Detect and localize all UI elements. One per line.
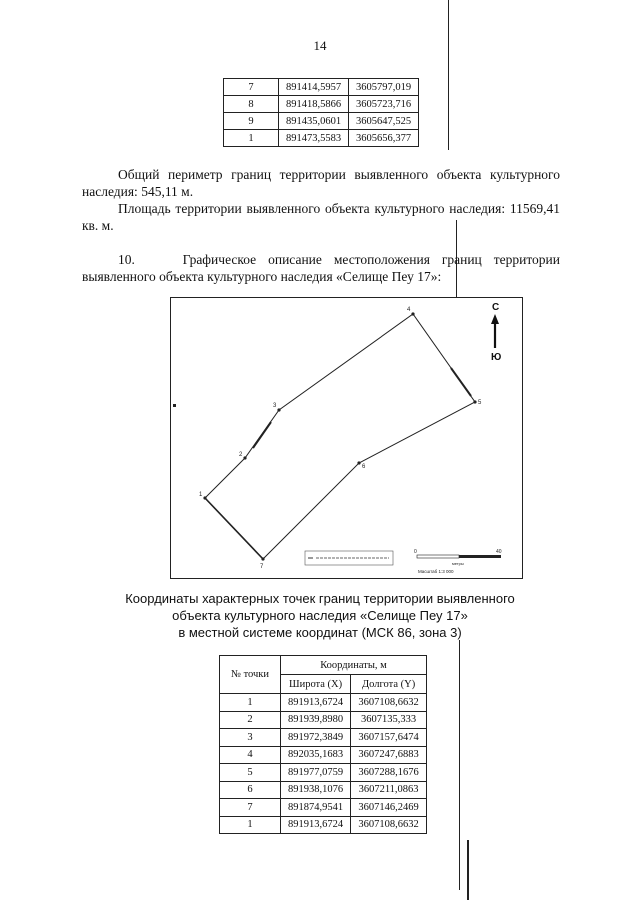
table-cell: 891938,1076 xyxy=(281,781,351,799)
scan-binding-line xyxy=(448,0,449,150)
boundary-point xyxy=(261,557,264,560)
table-row xyxy=(224,96,419,113)
section-text: Графическое описание местоположения границ территории выявленного объекта культурного наследия «Селище Пеу 17»: xyxy=(82,252,561,284)
table-cell: 3607108,6632 xyxy=(351,816,427,834)
section-number: 10. xyxy=(118,252,135,267)
scale-start-label: 0 xyxy=(414,549,417,555)
col-point-header: № точки xyxy=(220,656,281,694)
table-cell: 8 xyxy=(224,96,279,113)
caption-line: в местной системе координат (МСК 86, зона 3) xyxy=(178,625,462,640)
table-cell: 891874,9541 xyxy=(281,799,351,817)
point-label-4: 4 xyxy=(407,307,411,313)
table-cell: 3607247,6883 xyxy=(351,746,427,764)
table-cell: 7 xyxy=(220,799,281,817)
table-cell: 3 xyxy=(220,729,281,747)
table-cell: 891414,5957 xyxy=(279,79,349,96)
scale-bar xyxy=(414,549,502,574)
table-cell: 3607157,6474 xyxy=(351,729,427,747)
north-label: С xyxy=(492,302,500,313)
table-row xyxy=(220,799,427,817)
south-label: Ю xyxy=(491,352,502,363)
scale-end-label: 40 xyxy=(496,549,502,555)
territory-boundary xyxy=(205,314,475,559)
table-cell: 7 xyxy=(224,79,279,96)
table-cell: 9 xyxy=(224,113,279,130)
table-cell: 891939,8980 xyxy=(281,711,351,729)
table-cell: 3607135,333 xyxy=(351,711,427,729)
boundary-points xyxy=(203,312,476,560)
col-lon-header: Долгота (Y) xyxy=(351,675,427,694)
table-cell: 891913,6724 xyxy=(281,816,351,834)
table-cell: 6 xyxy=(220,781,281,799)
section-heading xyxy=(82,251,560,285)
table-cell: 3607146,2469 xyxy=(351,799,427,817)
table-cell: 3605656,377 xyxy=(349,130,419,147)
coordinates-caption xyxy=(80,590,560,641)
boundary-point xyxy=(411,312,414,315)
scale-unit-label: метры xyxy=(452,561,464,566)
table-row xyxy=(220,729,427,747)
table-cell: 891435,0601 xyxy=(279,113,349,130)
col-coords-header: Координаты, м xyxy=(281,656,427,675)
page-number: 14 xyxy=(313,38,327,53)
boundary-scan-thick xyxy=(205,498,263,559)
table-cell: 3607211,0863 xyxy=(351,781,427,799)
point-label-5: 5 xyxy=(478,400,482,406)
table-cell: 3607288,1676 xyxy=(351,764,427,782)
boundary-point xyxy=(357,461,360,464)
table-row xyxy=(220,816,427,834)
col-lat-header: Широта (X) xyxy=(281,675,351,694)
point-label-6: 6 xyxy=(362,464,366,470)
table-cell: 3605647,525 xyxy=(349,113,419,130)
map-edge-mark xyxy=(173,404,176,407)
boundary-point xyxy=(277,408,280,411)
point-label-3: 3 xyxy=(273,403,277,409)
table-cell: 891972,3849 xyxy=(281,729,351,747)
caption-line: Координаты характерных точек границ территории выявленного xyxy=(125,591,515,606)
north-arrow xyxy=(491,302,501,363)
table-row xyxy=(220,781,427,799)
table-row xyxy=(224,130,419,147)
caption-line: объекта культурного наследия «Селище Пеу 17» xyxy=(172,608,468,623)
perimeter-text: Общий периметр границ территории выявленного объекта культурного наследия: 545,11 м. xyxy=(82,167,560,199)
boundary-scan-thick xyxy=(253,422,271,448)
scan-binding-line xyxy=(459,640,460,890)
table-cell: 891418,5866 xyxy=(279,96,349,113)
boundary-point xyxy=(473,400,476,403)
coordinates-table-continuation xyxy=(223,78,419,147)
table-row xyxy=(220,746,427,764)
table-cell: 892035,1683 xyxy=(281,746,351,764)
coordinates-table xyxy=(219,655,427,834)
area-paragraph xyxy=(82,200,560,234)
table-header-row xyxy=(220,656,427,675)
scale-bar-white xyxy=(417,555,459,558)
boundary-map-svg xyxy=(171,298,522,578)
table-cell: 5 xyxy=(220,764,281,782)
table-cell: 3605723,716 xyxy=(349,96,419,113)
table-cell: 1 xyxy=(220,816,281,834)
table-cell: 3605797,019 xyxy=(349,79,419,96)
perimeter-paragraph xyxy=(82,166,560,200)
table-row xyxy=(220,694,427,712)
table-cell: 891473,5583 xyxy=(279,130,349,147)
boundary-scan-thick xyxy=(451,368,471,396)
table-cell: 891913,6724 xyxy=(281,694,351,712)
table-row xyxy=(224,113,419,130)
map-legend xyxy=(305,551,393,565)
table-cell: 4 xyxy=(220,746,281,764)
boundary-point xyxy=(203,496,206,499)
point-label-7: 7 xyxy=(260,564,264,570)
table-row xyxy=(220,764,427,782)
boundary-map xyxy=(170,297,523,579)
table-row xyxy=(224,79,419,96)
point-label-1: 1 xyxy=(199,492,203,498)
boundary-point xyxy=(243,456,246,459)
table-cell: 1 xyxy=(224,130,279,147)
table-cell: 891977,0759 xyxy=(281,764,351,782)
table-row xyxy=(220,711,427,729)
area-text: Площадь территории выявленного объекта культурного наследия: 11569,41 кв. м. xyxy=(82,201,560,233)
table-cell: 1 xyxy=(220,694,281,712)
point-label-2: 2 xyxy=(239,452,243,458)
scale-bar-black xyxy=(459,555,501,558)
table-cell: 2 xyxy=(220,711,281,729)
scan-binding-line xyxy=(467,840,469,900)
table-cell: 3607108,6632 xyxy=(351,694,427,712)
scale-text: Масштаб 1:3 000 xyxy=(418,569,454,574)
